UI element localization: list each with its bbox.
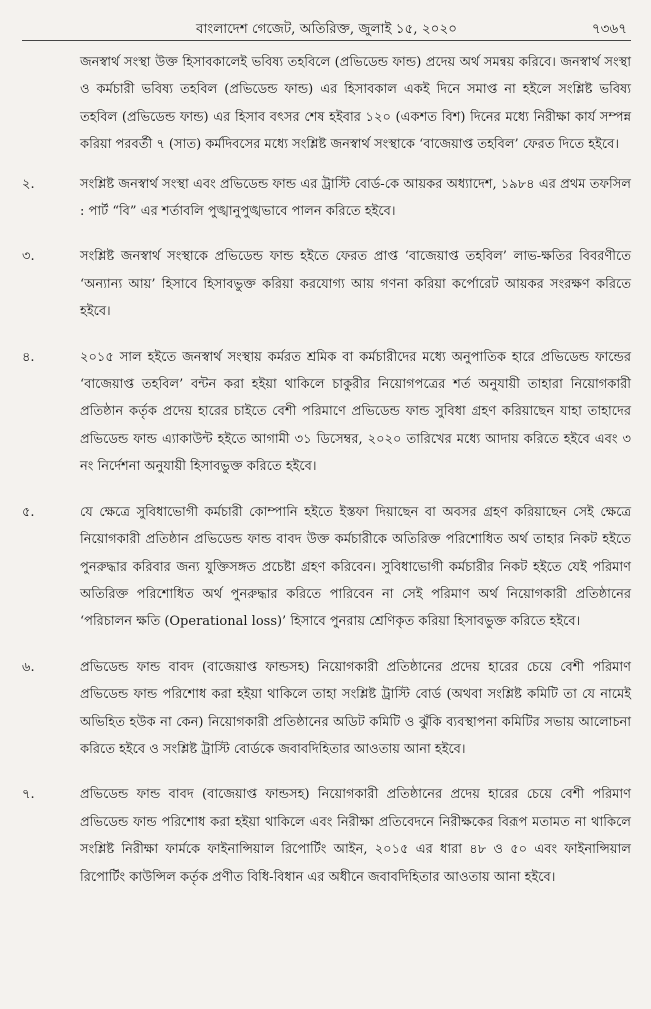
clause-text: সংশ্লিষ্ট জনস্বার্থ সংস্থা এবং প্রভিডেন্ড ফান্ড এর ট্রাস্টি বোর্ড-কে আয়কর অধ্যাদেশ, ১৯৮৪ এর প্রথম তফসিল : পার্ট “বি” এর শর্তাবলি পুঙ্খানুপুঙ্খভাবে পালন করিতে হইবে। (80, 176, 631, 220)
clause-text: সংশ্লিষ্ট জনস্বার্থ সংস্থাকে প্রভিডেন্ড ফান্ড হইতে ফেরত প্রাপ্ত ‘বাজেয়াপ্ত তহবিল’ লাভ-ক্ষতির বিবরণীতে ‘অন্যান্য আয়’ হিসাবে হিসাবভুক্ত করিয়া করযোগ্য আয় গণনা করিয়া কর্পোরেট আয়কর সংরক্ষণ করিতে হইবে। (80, 249, 631, 320)
clause-6 (22, 654, 631, 764)
clause-number: ৩. (22, 249, 35, 265)
clause-number: ৫. (22, 504, 35, 520)
clause-7 (22, 781, 631, 891)
page-header (22, 14, 631, 41)
clause-3 (22, 243, 631, 325)
clause-4 (22, 344, 631, 481)
clause-number: ৭. (22, 787, 35, 803)
clause-number: ২. (22, 176, 35, 192)
intro-text: জনস্বার্থ সংস্থা উক্ত হিসাবকালেই ভবিষ্য তহবিলে (প্রভিডেন্ড ফান্ড) প্রদেয় অর্থ সমন্বয় করিবে। জনস্বার্থ সংস্থা ও কর্মচারী ভবিষ্য তহবিল (প্রভিডেন্ড ফান্ড) এর হিসাবকাল একই দিনে সমাপ্ত না হইলে সংশ্লিষ্ট ভবিষ্য তহবিল (প্রভিডেন্ড ফান্ড) এর হিসাব বৎসর শেষ হইবার ১২০ (একশত বিশ) দিনের মধ্যে নিরীক্ষা কার্য সম্পন্ন করিয়া পরবর্তী ৭ (সাত) কর্মদিবসের মধ্যে সংশ্লিষ্ট জনস্বার্থ সংস্থাকে ‘বাজেয়াপ্ত তহবিল’ ফেরত দিতে হইবে। (80, 55, 631, 153)
gazette-title: বাংলাদেশ গেজেট, অতিরিক্ত, জুলাই ১৫, ২০২০ (195, 21, 458, 37)
clause-5 (22, 499, 631, 636)
clause-text: প্রভিডেন্ড ফান্ড বাবদ (বাজেয়াপ্ত ফান্ডসহ) নিয়োগকারী প্রতিষ্ঠানের প্রদেয় হারের চেয়ে বেশী পরিমাণ প্রভিডেন্ড ফান্ড পরিশোধ করা হইয়া থাকিলে এবং নিরীক্ষা প্রতিবেদনে নিরীক্ষকের বিরূপ মতামত না থাকিলে সংশ্লিষ্ট নিরীক্ষা ফার্মকে ফাইনান্সিয়াল রিপোর্টিং আইন, ২০১৫ এর ধারা ৪৮ ও ৫০ এবং ফাইনান্সিয়াল রিপোর্টিং কাউন্সিল কর্তৃক প্রণীত বিধি-বিধান এর অধীনে জবাবদিহিতার আওতায় আনা হইবে। (80, 787, 631, 885)
clause-text: যে ক্ষেত্রে সুবিধাভোগী কর্মচারী কোম্পানি হইতে ইস্তফা দিয়াছেন বা অবসর গ্রহণ করিয়াছেন সেই ক্ষেত্রে নিয়োগকারী প্রতিষ্ঠান প্রভিডেন্ড ফান্ড বাবদ উক্ত কর্মচারীকে অতিরিক্ত পরিশোধিত অর্থ তাহার নিকট হইতে পুনরুদ্ধার করিবার জন্য যুক্তিসঙ্গত প্রচেষ্টা গ্রহণ করিবেন। সুবিধাভোগী কর্মচারীর নিকট হইতে যেই পরিমাণ অতিরিক্ত পরিশোধিত অর্থ পুনরুদ্ধার করিতে পারিবেন না সেই পরিমাণ অর্থ নিয়োগকারী প্রতিষ্ঠানের ‘পরিচালন ক্ষতি (Operational loss)’ হিসাবে পুনরায় শ্রেণিকৃত করিয়া হিসাবভুক্ত করিতে হইবে। (80, 504, 631, 630)
clause-number: ৪. (22, 349, 35, 365)
clause-text: প্রভিডেন্ড ফান্ড বাবদ (বাজেয়াপ্ত ফান্ডসহ) নিয়োগকারী প্রতিষ্ঠানের প্রদেয় হারের চেয়ে বেশী পরিমাণ প্রভিডেন্ড ফান্ড পরিশোধ করা হইয়া থাকিলে তাহা সংশ্লিষ্ট ট্রাস্টি বোর্ড (অথবা সংশ্লিষ্ট কমিটি তা যে নামেই অভিহিত হউক না কেন) নিয়োগকারী প্রতিষ্ঠানের অডিট কমিটি ও ঝুঁকি ব্যবস্থাপনা কমিটির সভায় আলোচনা করিতে হইবে ও সংশ্লিষ্ট ট্রাস্টি বোর্ডকে জবাবদিহিতার আওতায় আনা হইবে। (80, 659, 631, 757)
clause-2 (22, 171, 631, 226)
clause-number: ৬. (22, 659, 35, 675)
clause-text: ২০১৫ সাল হইতে জনস্বার্থ সংস্থায় কর্মরত শ্রমিক বা কর্মচারীদের মধ্যে অনুপাতিক হারে প্রভিডেন্ড ফান্ডের ‘বাজেয়াপ্ত তহবিল’ বন্টন করা হইয়া থাকিলে চাকুরীর নিয়োগপত্রের শর্ত অনুযায়ী তাহারা নিয়োগকারী প্রতিষ্ঠান কর্তৃক প্রদেয় হারের চাইতে বেশী পরিমাণে প্রভিডেন্ড ফান্ড সুবিধা গ্রহণ করিয়াছেন যাহা তাহাদের প্রভিডেন্ড ফান্ড এ্যাকাউন্ট হইতে আগামী ৩১ ডিসেম্বর, ২০২০ তারিখের মধ্যে আদায় করিতে হইবে এবং ৩ নং নির্দেশনা অনুযায়ী হিসাবভুক্ত করিতে হইবে। (80, 349, 631, 475)
page-number: ৭৩৬৭ (591, 21, 627, 37)
intro-paragraph (22, 49, 631, 159)
